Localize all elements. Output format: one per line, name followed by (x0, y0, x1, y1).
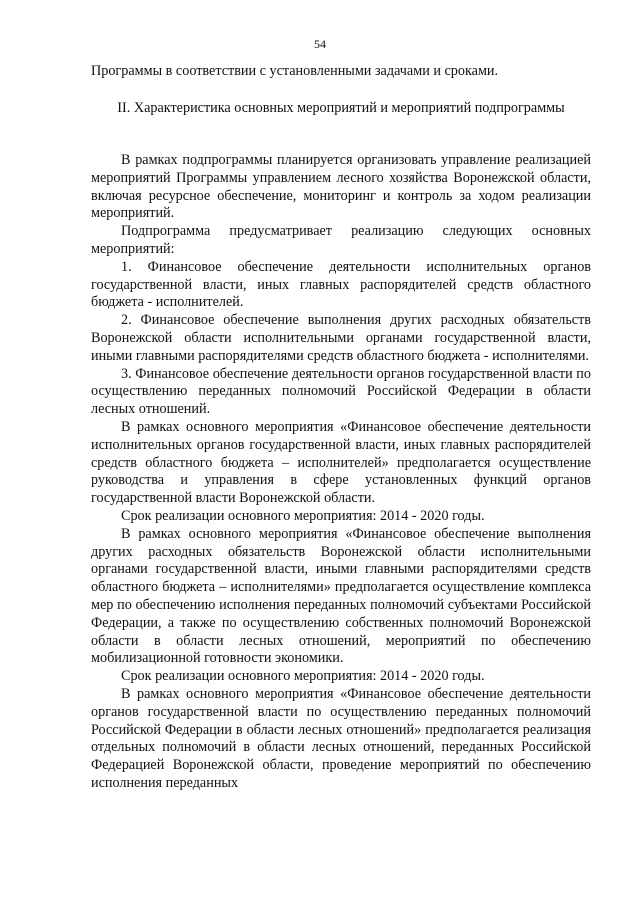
paragraph: В рамках основного мероприятия «Финансовое обеспечение выполнения других расходных обязательств Воронежской области исполнительными органами государственной власти, иными главными распорядителями средств областного бюджета – исполнителями» предполагается осуществление комплекса мер по обеспечению исполнения переданных полномочий субъектами Российской Федерации, а также по осуществлению собственных полномочий Воронежской области в области лесных отношений, мероприятий по обеспечению мобилизационной готовности экономики. (91, 525, 591, 667)
term-line: Срок реализации основного мероприятия: 2014 - 2020 годы. (121, 668, 485, 685)
list-item-1: 1. Финансовое обеспечение деятельности исполнительных органов государственной власти, иных главных распорядителей средств областного бюджета - исполнителей. (91, 258, 591, 311)
section-heading: II. Характеристика основных мероприятий и мероприятий подпрограммы (117, 100, 565, 116)
term-line: Срок реализации основного мероприятия: 2014 - 2020 годы. (121, 507, 485, 524)
paragraph: В рамках основного мероприятия «Финансовое обеспечение деятельности исполнительных органов государственной власти, иных главных распорядителей средств областного бюджета – исполнителей» предполагается осуществление руководства и управления в сфере установленных функций органов государственной власти Воронежской области. (91, 418, 591, 507)
continuation-line: Программы в соответствии с установленными задачами и сроками. (91, 63, 499, 79)
paragraph: Подпрограмма предусматривает реализацию следующих основных мероприятий: (91, 223, 591, 257)
paragraph: В рамках подпрограммы планируется организовать управление реализацией мероприятий Программы управлением лесного хозяйства Воронежской области, включая ресурсное обеспечение, мониторинг и контроль за ходом реализации мероприятий. (91, 152, 591, 222)
list-item-3: 3. Финансовое обеспечение деятельности органов государственной власти по осуществлению переданных полномочий Российской Федерации в области лесных отношений. (91, 365, 591, 418)
page-number: 54 (314, 37, 326, 51)
list-item-2: 2. Финансовое обеспечение выполнения других расходных обязательств Воронежской области исполнительными органами государственной власти, иными главными распорядителями средств областного бюджета - исполнителями. (91, 312, 591, 364)
paragraph: В рамках основного мероприятия «Финансовое обеспечение деятельности органов государственной власти по осуществлению переданных полномочий Российской Федерации в области лесных отношений» предполагается реализация отдельных полномочий в области лесных отношений, переданных Российской Федерацией Воронежской области, проведение мероприятий по обеспечению исполнения переданных (91, 685, 591, 791)
body-text (91, 152, 591, 793)
